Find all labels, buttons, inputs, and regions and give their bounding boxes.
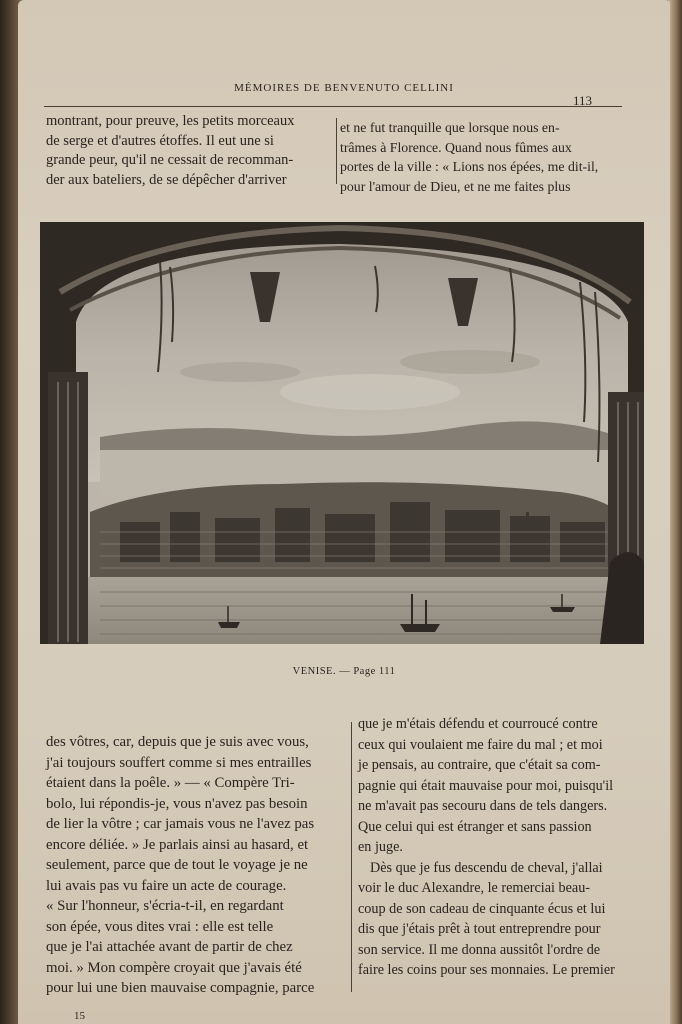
text-line: pagnie qui était mauvaise pour moi, puisqu'il: [358, 777, 614, 794]
text-line: étaient dans la poêle. » — « Compère Tri-: [46, 775, 295, 791]
running-title: MÉMOIRES DE BENVENUTO CELLINI: [234, 82, 454, 94]
page-number: 113: [572, 93, 592, 108]
text-line: portes de la ville : « Lions nos épées, me dit-il,: [340, 159, 599, 174]
column-divider: [351, 722, 352, 992]
venice-illustration: [40, 222, 644, 644]
text-line: montrant, pour preuve, les petits morceaux: [46, 113, 295, 129]
text-line: der aux bateliers, de se dépêcher d'arriver: [46, 171, 287, 188]
cloud: [400, 350, 540, 374]
text-line: de lier la vôtre ; car jamais vous ne l'avez pas: [46, 816, 315, 832]
book-edge-shadow: [668, 0, 682, 1024]
venice-engraving: [40, 222, 644, 644]
text-line: grande peur, qu'il ne cessait de recomman-: [46, 152, 294, 168]
header-rule: [44, 106, 622, 107]
top-right-column: [340, 118, 604, 196]
book-page: [18, 0, 670, 1024]
text-line: son épée, vous dites vrai : elle est telle: [46, 918, 274, 935]
text-line: Que celui qui est étranger et sans passion: [358, 818, 592, 835]
text-line: son service. Il me donna aussitôt l'ordre de: [358, 941, 601, 958]
text-line: j'ai toujours souffert comme si mes entrailles: [46, 754, 312, 771]
text-line: faire les coins pour ses monnaies. Le premier: [358, 962, 615, 978]
signature-mark: 15: [74, 1010, 85, 1022]
text-line: voir le duc Alexandre, le remerciai beau-: [358, 880, 591, 896]
text-line: moi. » Mon compère croyait que j'avais été: [46, 959, 302, 976]
bottom-left-column: [46, 732, 346, 999]
text-line: et ne fut tranquille que lorsque nous en-: [340, 120, 560, 135]
text-line: Dès que je fus descendu de cheval, j'allai: [370, 859, 603, 876]
text-line: bolo, lui répondis-je, vous n'avez pas besoin: [46, 795, 308, 812]
column-divider: [336, 118, 337, 184]
text-line: je pensais, au contraire, que c'était sa com-: [358, 757, 601, 773]
top-left-column: [46, 112, 338, 190]
text-line: en juge.: [358, 839, 403, 855]
illustration-caption: VENISE. — Page 111: [292, 666, 396, 677]
bottom-right-column: [358, 714, 642, 981]
text-line: dis que j'étais prêt à tout entreprendre pour: [358, 921, 601, 937]
text-line: seulement, parce que de tout le voyage je ne: [46, 857, 308, 873]
cloud: [280, 374, 460, 410]
text-line: encore déliée. » Je parlais ainsi au hasard, et: [46, 836, 309, 853]
text-line: ceux qui voulaient me faire du mal ; et moi: [358, 736, 603, 753]
text-line: trâmes à Florence. Quand nous fûmes aux: [340, 139, 572, 155]
text-line: que je m'étais défendu et courroucé contre: [358, 716, 598, 732]
text-line: « Sur l'honneur, s'écria-t-il, en regardant: [46, 898, 284, 914]
text-line: de serge et d'autres étoffes. Il eut une si: [46, 132, 274, 149]
text-line: ne m'avait pas secouru dans de tels dangers.: [358, 798, 608, 814]
cloud: [180, 362, 300, 382]
text-line: pour l'amour de Dieu, et ne me faites plus: [340, 178, 571, 194]
text-line: coup de son cadeau de cinquante écus et lui: [358, 900, 606, 917]
text-line: lui avais pas vu faire un acte de courage.: [46, 877, 287, 894]
text-line: pour lui une bien mauvaise compagnie, parce: [46, 980, 315, 996]
text-line: que je l'ai attachée avant de partir de chez: [46, 939, 293, 955]
text-line: des vôtres, car, depuis que je suis avec vous,: [46, 734, 309, 750]
